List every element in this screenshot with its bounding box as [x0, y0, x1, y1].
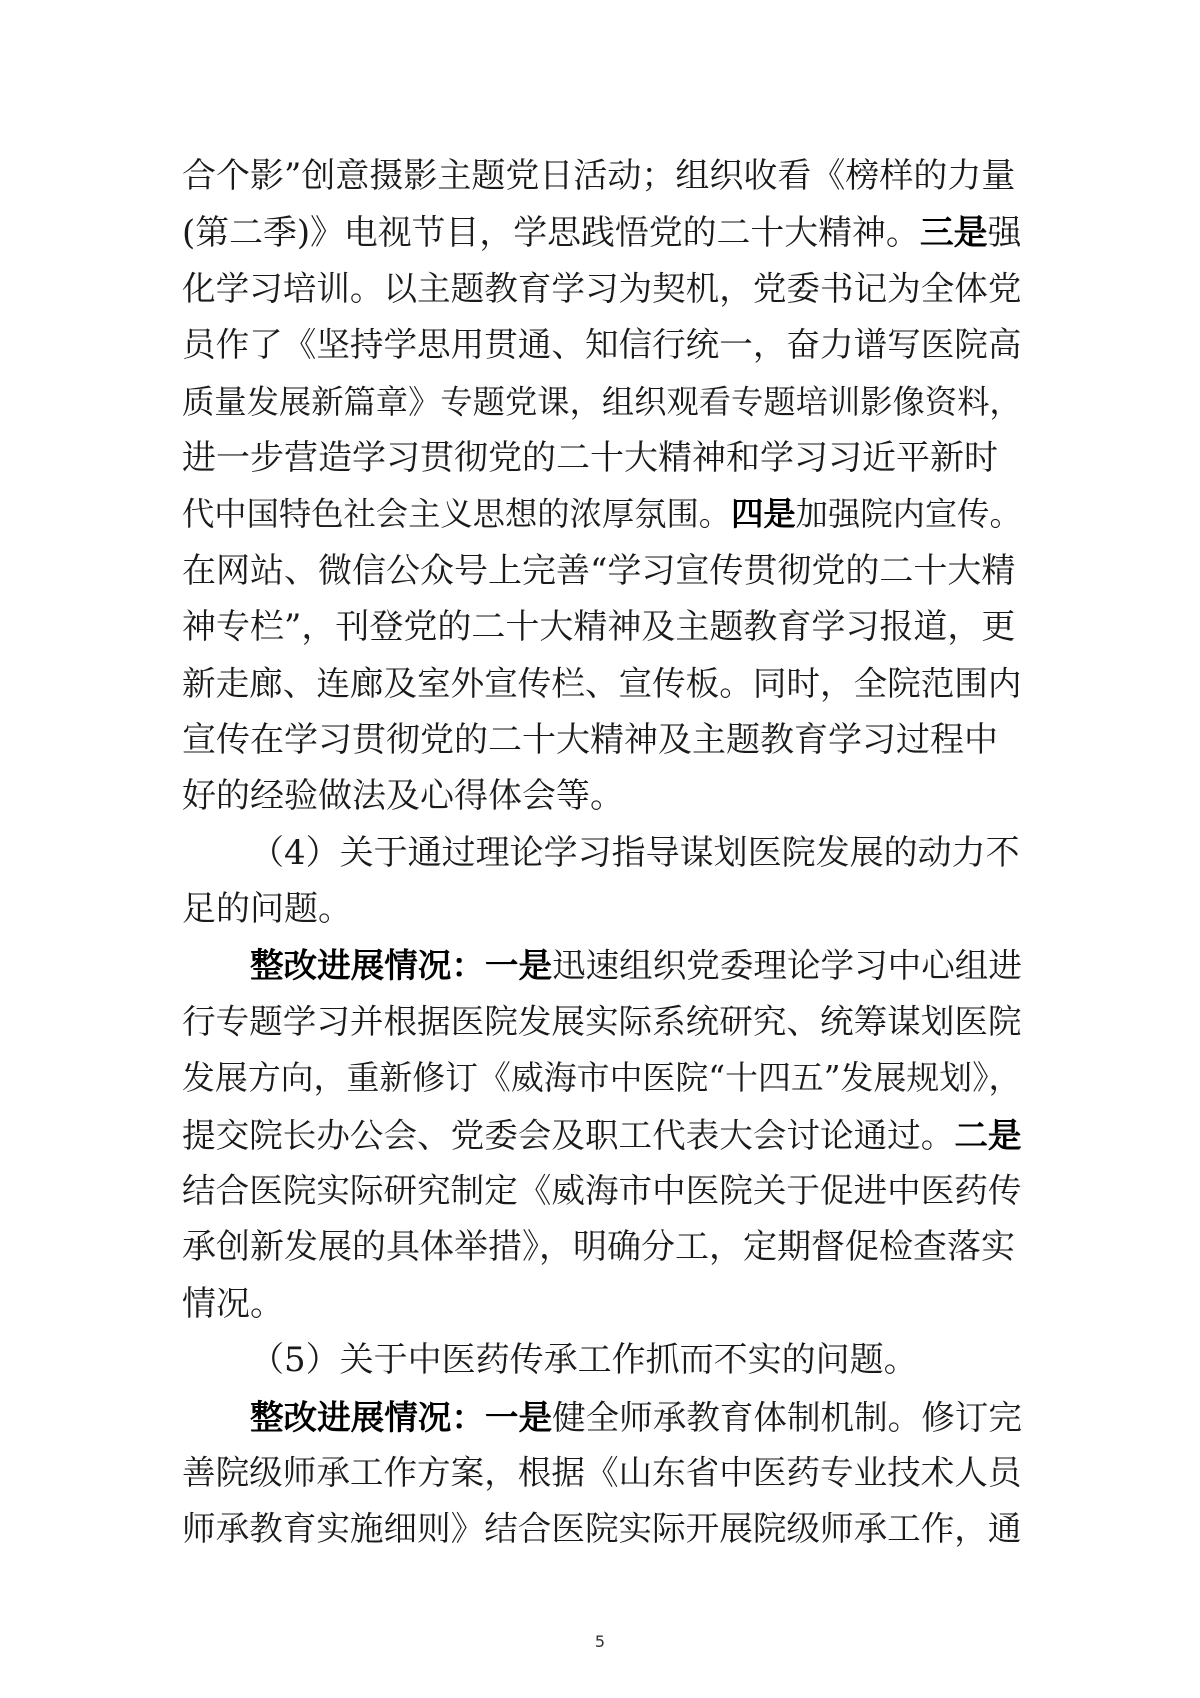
text-run: 合个影”创意摄影主题党日活动；组织收看《榜样的力量 — [182, 156, 1016, 196]
body-text — [182, 148, 1022, 1558]
bold-text-run: 整改进展情况：一是 — [250, 1396, 553, 1437]
text-run: 新走廊、连廊及室外宣传栏、宣传板。同时，全院范围内 — [182, 663, 1022, 703]
text-run: 好的经验做法及心得体会等。 — [182, 776, 624, 817]
text-line — [182, 1445, 1022, 1501]
text-line — [182, 374, 1022, 430]
text-line — [182, 261, 1022, 317]
text-run: 强 — [987, 213, 1022, 253]
text-line — [182, 994, 1022, 1050]
text-line — [182, 881, 1022, 937]
text-line — [182, 430, 1022, 486]
text-run: 进一步营造学习贯彻党的二十大精神和学习习近平新时 — [182, 437, 998, 478]
text-line — [182, 204, 1022, 260]
text-run: 结合医院实际研究制定《威海市中医院关于促进中医药传 — [182, 1171, 1022, 1211]
text-line — [182, 1332, 1022, 1388]
text-line — [182, 148, 1022, 204]
page-number: 5 — [594, 1632, 606, 1651]
text-line — [182, 768, 1022, 824]
text-run: 行专题学习并根据医院发展实际系统研究、统筹谋划医院 — [182, 1001, 1022, 1041]
text-run: 迅速组织党委理论学习中心组进 — [552, 946, 1022, 986]
text-line — [182, 543, 1022, 599]
text-line — [182, 1501, 1022, 1557]
text-run: 在网站、微信公众号上完善“学习宣传贯彻党的二十大精 — [182, 550, 1016, 591]
text-line — [182, 825, 1022, 881]
text-line — [182, 656, 1022, 712]
text-line — [182, 599, 1022, 655]
text-line — [182, 1107, 1022, 1163]
text-run: 足的问题。 — [182, 889, 352, 930]
text-run: （5）关于中医药传承工作抓而不实的问题。 — [250, 1340, 918, 1381]
text-run: 神专栏”，刊登党的二十大精神及主题教育学习报道，更 — [182, 607, 1016, 648]
text-line — [182, 937, 1022, 993]
text-run: 善院级师承工作方案，根据《山东省中医药专业技术人员 — [182, 1452, 1022, 1492]
text-run: 代中国特色社会主义思想的浓厚氛围。 — [182, 495, 732, 534]
text-run: 情况。 — [182, 1283, 284, 1324]
bold-text-run: 四是 — [731, 495, 796, 534]
text-run: （4）关于通过理论学习指导谋划医院发展的动力不 — [250, 832, 1020, 873]
text-line — [182, 1276, 1022, 1332]
bold-text-run: 整改进展情况：一是 — [250, 945, 553, 986]
text-run: 师承教育实施细则》结合医院实际开展院级师承工作，通 — [182, 1509, 1022, 1549]
text-run: 提交院长办公会、党委会及职工代表大会讨论通过。 — [182, 1115, 955, 1155]
text-run: 质量发展新篇章》专题党课，组织观看专题培训影像资料， — [182, 382, 1022, 421]
text-run: 加强院内宣传。 — [795, 495, 1022, 534]
text-run: (第二季)》电视节目，学思践悟党的二十大精神。 — [182, 213, 920, 253]
text-run: 发展方向，重新修订《威海市中医院“十四五”发展规划》， — [182, 1058, 1022, 1098]
bold-text-run: 三是 — [919, 212, 988, 253]
text-line — [182, 1389, 1022, 1445]
text-line — [182, 486, 1022, 542]
text-run: 化学习培训。以主题教育学习为契机，党委书记为全体党 — [182, 268, 1022, 308]
text-line — [182, 1050, 1022, 1106]
text-line — [182, 712, 1022, 768]
text-line — [182, 1163, 1022, 1219]
text-run: 健全师承教育体制机制。修订完 — [552, 1397, 1022, 1437]
text-line — [182, 317, 1022, 373]
text-line — [182, 1219, 1022, 1275]
text-run: 宣传在学习贯彻党的二十大精神及主题教育学习过程中 — [182, 719, 998, 760]
text-run: 承创新发展的具体举措》，明确分工，定期督促检查落实 — [182, 1227, 1015, 1268]
text-run: 员作了《坚持学思用贯通、知信行统一，奋力谱写医院高 — [182, 325, 1022, 365]
bold-text-run: 二是 — [954, 1114, 1022, 1155]
